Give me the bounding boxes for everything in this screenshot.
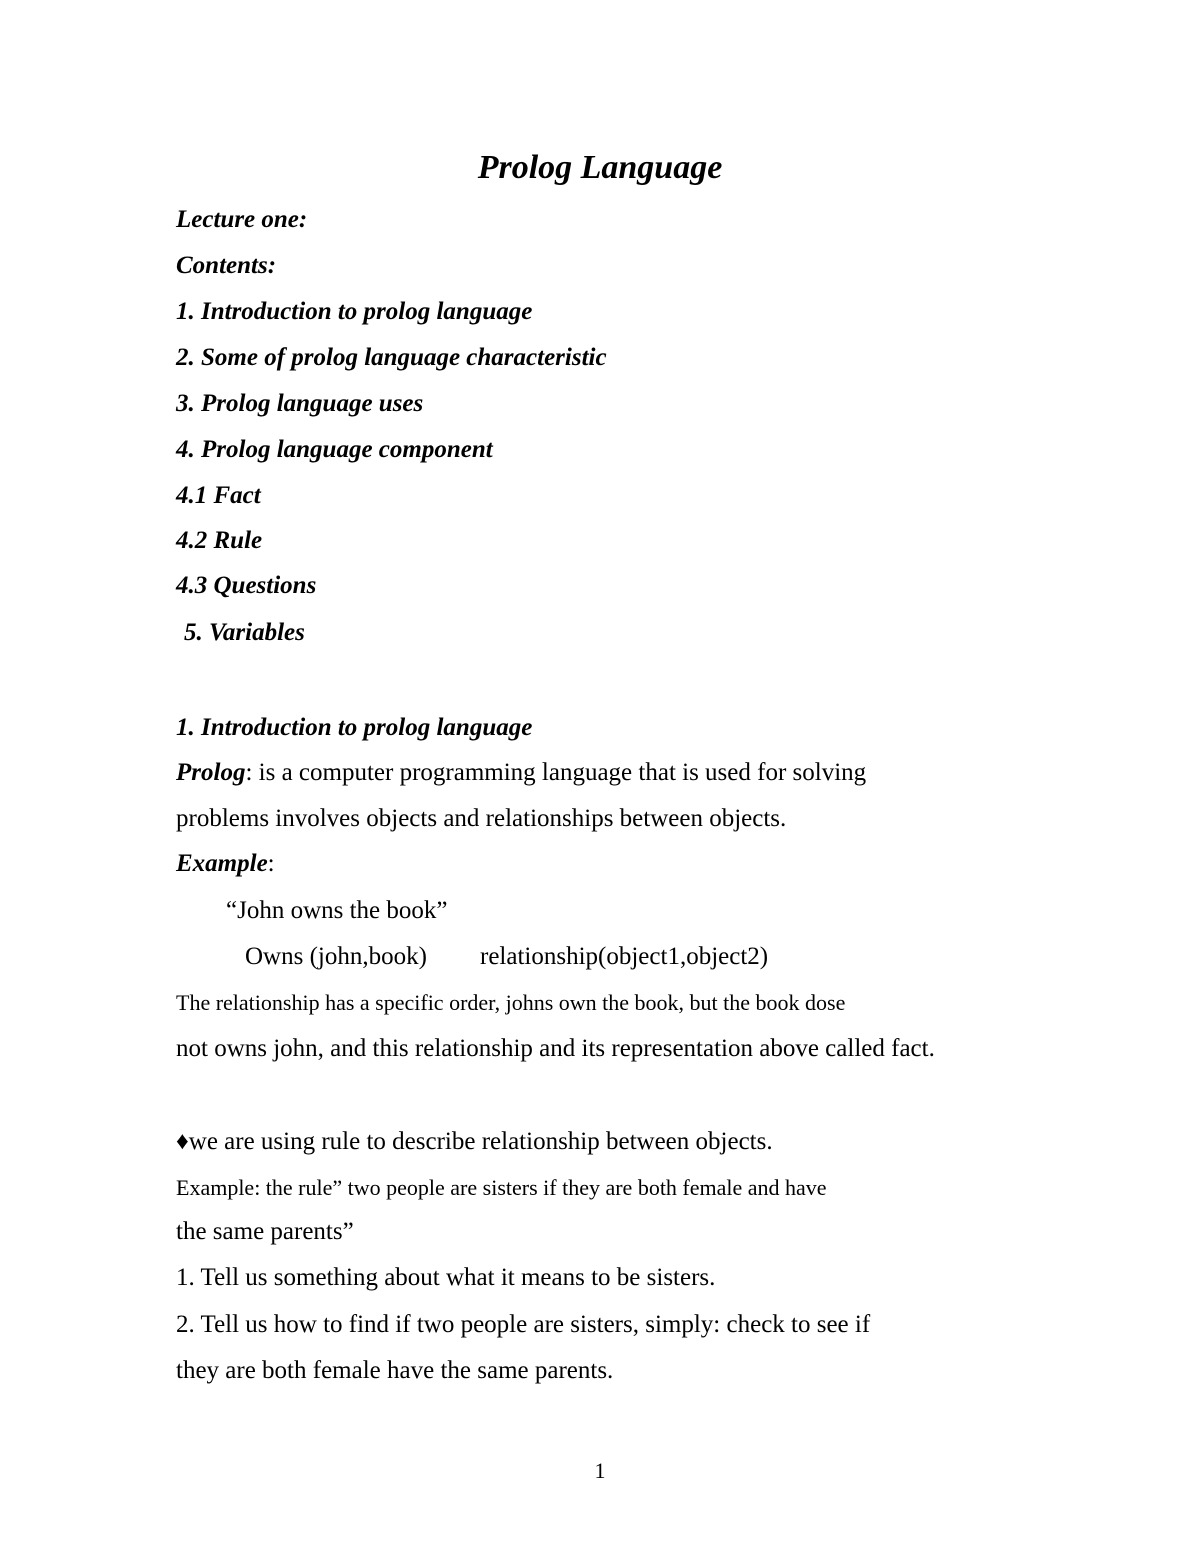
contents-item-text: Variables xyxy=(209,619,305,646)
contents-item-3 xyxy=(176,387,423,421)
contents-item-4-2 xyxy=(176,524,262,558)
definition-text: : is a computer programming language that is used for solving xyxy=(245,759,867,786)
contents-item-2 xyxy=(176,341,607,375)
example-label: Example xyxy=(176,850,268,877)
contents-heading: Contents: xyxy=(176,252,277,279)
prolog-term: Prolog xyxy=(176,759,246,786)
contents-item-number: 4.1 xyxy=(176,482,208,509)
contents-item-number: 5. xyxy=(184,619,203,646)
page-number: 1 xyxy=(594,1458,606,1483)
example-heading xyxy=(176,847,275,881)
definition-line-2: problems involves objects and relationships between objects. xyxy=(176,805,787,832)
page-title: Prolog Language xyxy=(477,149,723,186)
contents-item-5 xyxy=(184,616,305,650)
contents-item-text: Some of prolog language characteristic xyxy=(201,344,607,371)
rule-intro-text: we are using rule to describe relationship between objects. xyxy=(188,1128,773,1155)
contents-item-4-1 xyxy=(176,479,261,513)
contents-item-4 xyxy=(176,433,493,467)
contents-item-text: Prolog language uses xyxy=(201,390,424,417)
rule-example-line-2: the same parents” xyxy=(176,1218,354,1245)
point-1: 1. Tell us something about what it means to be sisters. xyxy=(176,1264,716,1291)
definition-line-1 xyxy=(176,756,866,790)
contents-item-number: 4. xyxy=(176,436,195,463)
point-2-line-2: they are both female have the same parents. xyxy=(176,1357,614,1384)
point-2-line-1: 2. Tell us how to find if two people are sisters, simply: check to see if xyxy=(176,1311,871,1338)
section-heading: 1. Introduction to prolog language xyxy=(176,714,533,741)
example-fact: Owns (john,book) xyxy=(245,943,427,970)
contents-item-number: 4.2 xyxy=(176,527,208,554)
order-line-1: The relationship has a specific order, johns own the book, but the book dose xyxy=(176,990,846,1015)
contents-item-text: Fact xyxy=(213,482,261,509)
contents-item-number: 4.3 xyxy=(176,572,208,599)
example-colon: : xyxy=(267,850,275,877)
contents-item-number: 3. xyxy=(176,390,195,417)
contents-item-text: Introduction to prolog language xyxy=(201,298,533,325)
diamond-bullet-icon: ♦ xyxy=(176,1128,189,1155)
contents-item-text: Rule xyxy=(213,527,263,554)
example-quote: “John owns the book” xyxy=(226,897,448,924)
order-line-2: not owns john, and this relationship and its representation above called fact. xyxy=(176,1035,935,1062)
example-relationship: relationship(object1,object2) xyxy=(480,943,769,970)
rule-example-line-1: Example: the rule” two people are sisters if they are both female and have xyxy=(176,1175,827,1200)
contents-item-1 xyxy=(176,295,532,329)
contents-item-text: Prolog language component xyxy=(201,436,493,463)
contents-item-number: 1. xyxy=(176,298,195,325)
lecture-label: Lecture one: xyxy=(176,206,308,233)
contents-item-text: Questions xyxy=(213,572,317,599)
rule-intro xyxy=(176,1125,773,1159)
contents-item-number: 2. xyxy=(176,344,195,371)
contents-item-4-3 xyxy=(176,569,316,603)
